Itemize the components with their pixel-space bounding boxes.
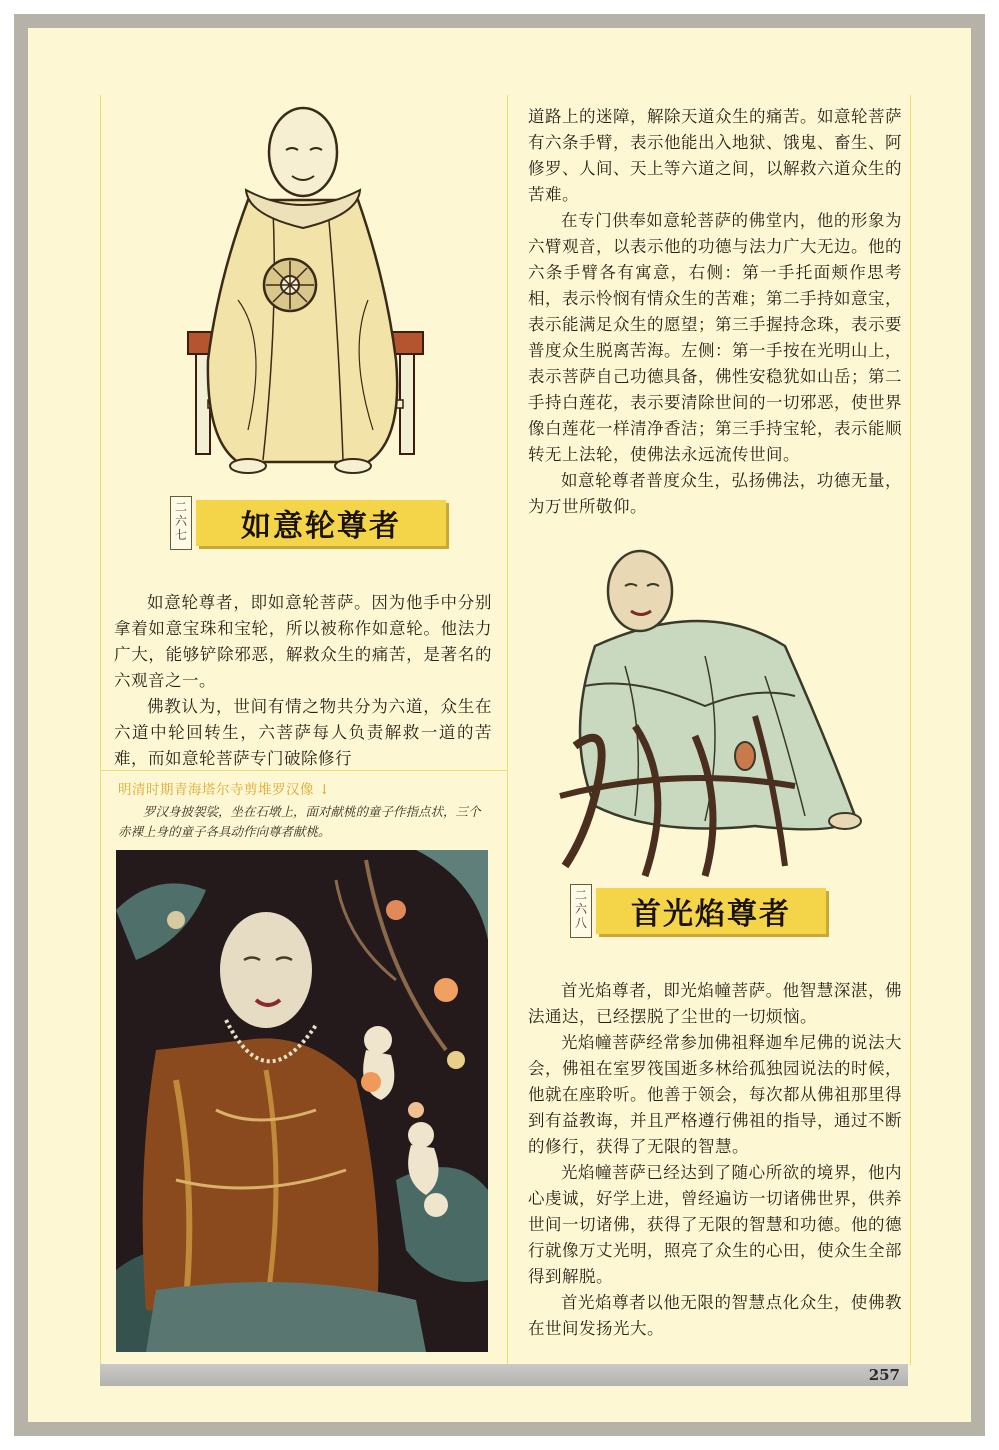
shouguangyan-para-2: 光焰幢菩萨经常参加佛祖释迦牟尼佛的说法大会，佛祖在室罗筏国逝多林给孤独园说法的时候，他就在座聆听。他善于领会，每次都从佛祖那里得到有益教诲，并且严格遵行佛祖的指导，通过不断的修行，获得了无限的智慧。 (528, 1033, 902, 1156)
left-margin-line (100, 95, 101, 1365)
shouguangyan-title: 首光焰尊者 (596, 888, 826, 934)
shouguangyan-para-3: 光焰幢菩萨已经达到了随心所欲的境界，他内心虔诚，好学上进，曾经遍访一切诸佛世界，供养世间一切诸佛，获得了无限的智慧和功德。他的德行就像万丈光明，照亮了众生的心田，使众生全部得到解脱。 (528, 1163, 902, 1286)
figure-number-267: 二六七 (170, 496, 192, 550)
ruyilun-para-1: 如意轮尊者，即如意轮菩萨。因为他手中分别拿着如意宝珠和宝轮，所以被称作如意轮。他法力广大，能够铲除邪恶，解救众生的痛苦，是著名的六观音之一。 (114, 593, 492, 690)
caption-title: 明清时期青海塔尔寺剪堆罗汉像 ↓ (118, 782, 331, 798)
ruyilun-para-2: 佛教认为，世间有情之物共分为六道，众生在六道中轮回转生，六菩萨每人负责解救一道的苦难，而如意轮菩萨专门破除修行 (114, 697, 492, 768)
luohan-sculpture-photo (116, 850, 488, 1352)
continued-para-2: 在专门供奉如意轮菩萨的佛堂内，他的形象为六臂观音，以表示他的功德与法力广大无边。他的六条手臂各有寓意，右侧：第一手托面颊作思考相，表示怜悯有情众生的苦难；第二手持如意宝，表示能满足众生的愿望；第三手握持念珠，表示要普度众生脱离苦海。左侧：第一手按在光明山上，表示菩萨自己功德具备，佛性安稳犹如山岳；第二手持白莲花，表示要清除世间的一切邪恶，使世界像白莲花一样清净香洁；第三手持宝轮，表示能顺转无上法轮，使佛法永远流传世间。 (528, 211, 902, 464)
continued-para-1: 道路上的迷障，解除天道众生的痛苦。如意轮菩萨有六条手臂，表示他能出入地狱、饿鬼、畜生、阿修罗、人间、天上等六道之间，以解救六道众生的苦难。 (528, 107, 902, 204)
continued-para-3: 如意轮尊者普度众生，弘扬佛法，功德无量，为万世所敬仰。 (528, 471, 902, 516)
shouguangyan-para-4: 首光焰尊者以他无限的智慧点化众生，使佛教在世间发扬光大。 (528, 1293, 902, 1338)
shouguangyan-zunzhe-illustration (555, 536, 875, 884)
shouguangyan-para-1: 首光焰尊者，即光焰幢菩萨。他智慧深湛，佛法通达，已经摆脱了尘世的一切烦恼。 (528, 981, 902, 1026)
page-number: 257 (868, 1366, 900, 1384)
footer-band (100, 1364, 908, 1386)
ruyilun-zunzhe-illustration (178, 100, 428, 480)
ruyilun-body (114, 590, 492, 772)
ruyilun-body-continued (528, 104, 902, 520)
right-margin-line (910, 95, 911, 1365)
figure-number-268: 二六八 (570, 884, 592, 938)
column-divider (507, 95, 508, 1365)
shouguangyan-body (528, 978, 902, 1342)
caption-body: 罗汉身披袈裟，坐在石墩上，面对献桃的童子作指点状，三个赤裸上身的童子各具动作向尊者献桃。 (118, 804, 481, 839)
ruyilun-title: 如意轮尊者 (196, 500, 446, 546)
